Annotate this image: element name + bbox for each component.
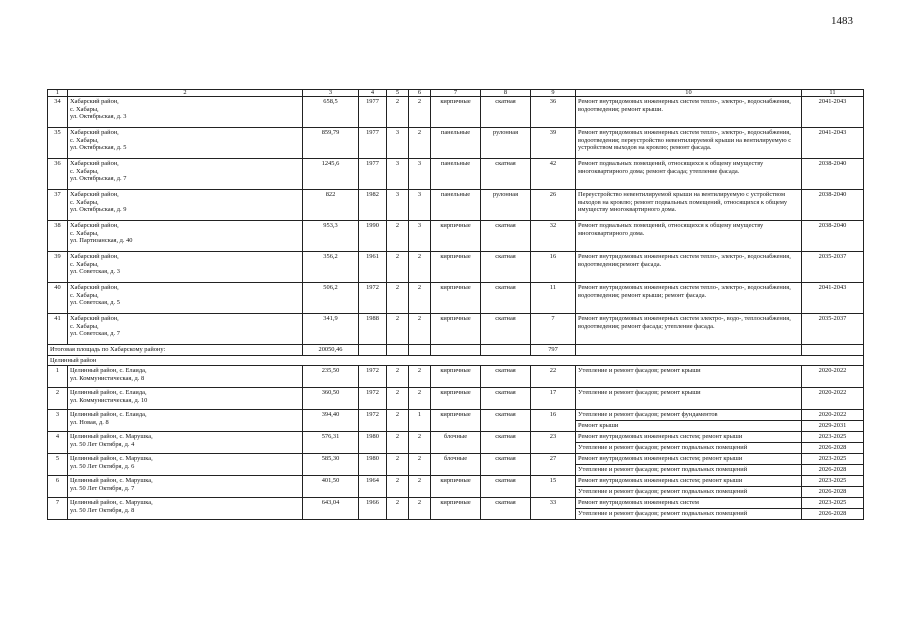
table-row bbox=[48, 159, 864, 190]
year-cell: 1982 bbox=[359, 190, 387, 221]
floors-cell: 2 bbox=[387, 476, 409, 498]
period-cell: 2041-2043 bbox=[802, 97, 864, 128]
work-item: Ремонт внутридомовых инженерных систем; ремонт крыши bbox=[578, 477, 743, 484]
column-number-4: 4 bbox=[359, 90, 387, 97]
address-cell: Хабарский район, с. Хабары, ул. Партизанская, д. 40 bbox=[68, 221, 303, 252]
residents-cell: 36 bbox=[531, 97, 576, 128]
empty-cell bbox=[359, 345, 387, 356]
wall-material-cell: кирпичные bbox=[431, 314, 481, 345]
roof-type-cell: скатная bbox=[481, 159, 531, 190]
entrances-cell: 2 bbox=[409, 283, 431, 314]
empty-cell bbox=[387, 345, 409, 356]
capital-repair-table bbox=[47, 89, 864, 520]
roof-type-cell: рулонная bbox=[481, 128, 531, 159]
works-cell: Ремонт подвальных помещений, относящихся к общему имуществу многоквартирного дома. bbox=[576, 221, 802, 252]
work-item: Утепление и ремонт фасадов; ремонт подвальных помещений bbox=[576, 508, 801, 519]
address-cell: Хабарский район, с. Хабары, ул. Октябрьская, д. 5 bbox=[68, 128, 303, 159]
entrances-cell: 2 bbox=[409, 454, 431, 476]
entrances-cell: 2 bbox=[409, 388, 431, 410]
row-number: 34 bbox=[48, 97, 68, 128]
area-cell: 859,79 bbox=[303, 128, 359, 159]
table-row bbox=[48, 454, 864, 476]
roof-type-cell: скатная bbox=[481, 432, 531, 454]
residents-cell: 11 bbox=[531, 283, 576, 314]
works-cell bbox=[576, 476, 802, 498]
period-item: 2023-2025 bbox=[818, 499, 847, 506]
period-cell: 2038-2040 bbox=[802, 190, 864, 221]
floors-cell: 2 bbox=[387, 221, 409, 252]
column-number-8: 8 bbox=[481, 90, 531, 97]
residents-cell: 39 bbox=[531, 128, 576, 159]
column-number-5: 5 bbox=[387, 90, 409, 97]
residents-cell: 42 bbox=[531, 159, 576, 190]
row-number: 6 bbox=[48, 476, 68, 498]
works-cell bbox=[576, 432, 802, 454]
column-number-10: 10 bbox=[576, 90, 802, 97]
period-cell: 2038-2040 bbox=[802, 221, 864, 252]
year-cell: 1972 bbox=[359, 283, 387, 314]
work-item: Утепление и ремонт фасадов; ремонт крыши bbox=[578, 367, 701, 374]
residents-cell: 26 bbox=[531, 190, 576, 221]
column-number-2: 2 bbox=[68, 90, 303, 97]
period-item: 2029-2031 bbox=[802, 420, 863, 431]
table-row bbox=[48, 314, 864, 345]
roof-type-cell: скатная bbox=[481, 476, 531, 498]
column-number-3: 3 bbox=[303, 90, 359, 97]
entrances-cell: 3 bbox=[409, 159, 431, 190]
year-cell: 1972 bbox=[359, 410, 387, 432]
empty-cell bbox=[481, 345, 531, 356]
address-cell: Целинный район, с. Елаида, ул. Новая, д. 8 bbox=[68, 410, 303, 432]
roof-type-cell: скатная bbox=[481, 221, 531, 252]
floors-cell: 2 bbox=[387, 454, 409, 476]
floors-cell: 2 bbox=[387, 388, 409, 410]
row-number: 2 bbox=[48, 388, 68, 410]
works-cell: Ремонт внутридомовых инженерных систем тепло-, электро-, водоснабжения, водоотведения;ремонт фасада. bbox=[576, 252, 802, 283]
wall-material-cell: кирпичные bbox=[431, 388, 481, 410]
entrances-cell: 2 bbox=[409, 432, 431, 454]
table-row bbox=[48, 432, 864, 454]
roof-type-cell: скатная bbox=[481, 454, 531, 476]
area-cell: 576,31 bbox=[303, 432, 359, 454]
works-cell bbox=[576, 366, 802, 388]
period-item: 2026-2028 bbox=[802, 464, 863, 475]
period-item: 2026-2028 bbox=[802, 508, 863, 519]
area-cell: 394,40 bbox=[303, 410, 359, 432]
work-item: Ремонт крыши bbox=[576, 420, 801, 431]
floors-cell: 2 bbox=[387, 283, 409, 314]
area-cell: 658,5 bbox=[303, 97, 359, 128]
period-cell: 2038-2040 bbox=[802, 159, 864, 190]
residents-cell: 32 bbox=[531, 221, 576, 252]
roof-type-cell: скатная bbox=[481, 314, 531, 345]
address-cell: Хабарский район, с. Хабары, ул. Советская, д. 7 bbox=[68, 314, 303, 345]
year-cell: 1980 bbox=[359, 432, 387, 454]
table-row bbox=[48, 97, 864, 128]
area-cell: 822 bbox=[303, 190, 359, 221]
work-item: Ремонт внутридомовых инженерных систем; ремонт крыши bbox=[578, 455, 743, 462]
address-cell: Хабарский район, с. Хабары, ул. Октябрьская, д. 9 bbox=[68, 190, 303, 221]
entrances-cell: 2 bbox=[409, 314, 431, 345]
table-row bbox=[48, 221, 864, 252]
works-cell: Ремонт подвальных помещений, относящихся к общему имуществу многоквартирного дома; ремонт фасада; утепление фасада. bbox=[576, 159, 802, 190]
year-cell: 1980 bbox=[359, 454, 387, 476]
year-cell: 1990 bbox=[359, 221, 387, 252]
floors-cell: 3 bbox=[387, 159, 409, 190]
wall-material-cell: блочные bbox=[431, 454, 481, 476]
entrances-cell: 3 bbox=[409, 190, 431, 221]
works-cell bbox=[576, 410, 802, 432]
residents-cell: 22 bbox=[531, 366, 576, 388]
total-label: Итоговая площадь по Хабарскому району: bbox=[48, 345, 303, 356]
works-cell: Ремонт внутридомовых инженерных систем тепло-, электро-, водоснабжения, водоотведения; ремонт крыши; ремонт фасада. bbox=[576, 283, 802, 314]
works-cell bbox=[576, 498, 802, 520]
table-row bbox=[48, 190, 864, 221]
period-cell: 2041-2043 bbox=[802, 283, 864, 314]
period-cell bbox=[802, 366, 864, 388]
entrances-cell: 1 bbox=[409, 410, 431, 432]
empty-cell bbox=[576, 345, 802, 356]
work-item: Утепление и ремонт фасадов; ремонт подвальных помещений bbox=[576, 486, 801, 497]
entrances-cell: 2 bbox=[409, 476, 431, 498]
work-item: Ремонт внутридомовых инженерных систем; ремонт крыши bbox=[578, 433, 743, 440]
period-cell bbox=[802, 498, 864, 520]
address-cell: Хабарский район, с. Хабары, ул. Октябрьская, д. 3 bbox=[68, 97, 303, 128]
year-cell: 1964 bbox=[359, 476, 387, 498]
wall-material-cell: блочные bbox=[431, 432, 481, 454]
table-row bbox=[48, 476, 864, 498]
area-cell: 506,2 bbox=[303, 283, 359, 314]
area-cell: 401,50 bbox=[303, 476, 359, 498]
works-cell: Переустройство невентилируемой крыши на вентилируемую с устройством выходов на кровлю; ремонт подвальных помещений, относящихся к общему имуществу многоквартирного дома. bbox=[576, 190, 802, 221]
column-number-6: 6 bbox=[409, 90, 431, 97]
residents-cell: 23 bbox=[531, 432, 576, 454]
floors-cell: 2 bbox=[387, 498, 409, 520]
address-cell: Хабарский район, с. Хабары, ул. Октябрьская, д. 7 bbox=[68, 159, 303, 190]
period-cell: 2035-2037 bbox=[802, 252, 864, 283]
column-number-11: 11 bbox=[802, 90, 864, 97]
residents-cell: 16 bbox=[531, 410, 576, 432]
area-cell: 1245,6 bbox=[303, 159, 359, 190]
empty-cell bbox=[409, 345, 431, 356]
row-number: 1 bbox=[48, 366, 68, 388]
area-cell: 356,2 bbox=[303, 252, 359, 283]
floors-cell: 2 bbox=[387, 432, 409, 454]
period-item: 2023-2025 bbox=[818, 455, 847, 462]
table-row bbox=[48, 283, 864, 314]
empty-cell bbox=[802, 345, 864, 356]
period-item: 2026-2028 bbox=[802, 486, 863, 497]
period-item: 2026-2028 bbox=[802, 442, 863, 453]
wall-material-cell: кирпичные bbox=[431, 410, 481, 432]
table-row bbox=[48, 388, 864, 410]
row-number: 7 bbox=[48, 498, 68, 520]
roof-type-cell: скатная bbox=[481, 498, 531, 520]
table-row bbox=[48, 498, 864, 520]
period-cell bbox=[802, 410, 864, 432]
wall-material-cell: кирпичные bbox=[431, 498, 481, 520]
wall-material-cell: кирпичные bbox=[431, 221, 481, 252]
roof-type-cell: скатная bbox=[481, 283, 531, 314]
work-item: Утепление и ремонт фасадов; ремонт подвальных помещений bbox=[576, 442, 801, 453]
period-cell bbox=[802, 454, 864, 476]
wall-material-cell: кирпичные bbox=[431, 252, 481, 283]
floors-cell: 2 bbox=[387, 97, 409, 128]
period-item: 2020-2022 bbox=[818, 367, 847, 374]
period-cell bbox=[802, 476, 864, 498]
roof-type-cell: рулонная bbox=[481, 190, 531, 221]
row-number: 40 bbox=[48, 283, 68, 314]
section-title: Целинный район bbox=[48, 355, 864, 366]
total-row bbox=[48, 345, 864, 356]
entrances-cell: 2 bbox=[409, 498, 431, 520]
entrances-cell: 2 bbox=[409, 128, 431, 159]
residents-cell: 27 bbox=[531, 454, 576, 476]
row-number: 37 bbox=[48, 190, 68, 221]
section-row bbox=[48, 355, 864, 366]
year-cell: 1972 bbox=[359, 366, 387, 388]
empty-cell bbox=[431, 345, 481, 356]
address-cell: Хабарский район, с. Хабары, ул. Советская, д. 5 bbox=[68, 283, 303, 314]
year-cell: 1972 bbox=[359, 388, 387, 410]
works-cell bbox=[576, 388, 802, 410]
period-cell bbox=[802, 432, 864, 454]
row-number: 39 bbox=[48, 252, 68, 283]
column-number-1: 1 bbox=[48, 90, 68, 97]
area-cell: 360,50 bbox=[303, 388, 359, 410]
wall-material-cell: панельные bbox=[431, 128, 481, 159]
year-cell: 1977 bbox=[359, 159, 387, 190]
period-item: 2020-2022 bbox=[818, 411, 847, 418]
table-row bbox=[48, 366, 864, 388]
residents-cell: 16 bbox=[531, 252, 576, 283]
entrances-cell: 2 bbox=[409, 252, 431, 283]
row-number: 5 bbox=[48, 454, 68, 476]
total-residents: 797 bbox=[531, 345, 576, 356]
year-cell: 1966 bbox=[359, 498, 387, 520]
row-number: 36 bbox=[48, 159, 68, 190]
period-item: 2023-2025 bbox=[818, 477, 847, 484]
entrances-cell: 2 bbox=[409, 97, 431, 128]
roof-type-cell: скатная bbox=[481, 388, 531, 410]
row-number: 41 bbox=[48, 314, 68, 345]
floors-cell: 2 bbox=[387, 252, 409, 283]
entrances-cell: 3 bbox=[409, 221, 431, 252]
row-number: 38 bbox=[48, 221, 68, 252]
address-cell: Целинный район, с. Марушка, ул. 50 Лет Октября, д. 8 bbox=[68, 498, 303, 520]
year-cell: 1977 bbox=[359, 128, 387, 159]
work-item: Утепление и ремонт фасадов; ремонт крыши bbox=[578, 389, 701, 396]
works-cell: Ремонт внутридомовых инженерных систем электро-, водо-, теплоснабжения, водоотведения; ремонт фасада; утепление фасада. bbox=[576, 314, 802, 345]
floors-cell: 2 bbox=[387, 366, 409, 388]
floors-cell: 2 bbox=[387, 410, 409, 432]
period-item: 2020-2022 bbox=[818, 389, 847, 396]
period-item: 2023-2025 bbox=[818, 433, 847, 440]
period-cell: 2041-2043 bbox=[802, 128, 864, 159]
works-cell: Ремонт внутридомовых инженерных систем тепло-, электро-, водоснабжения, водоотведения; ремонт крыши. bbox=[576, 97, 802, 128]
wall-material-cell: кирпичные bbox=[431, 97, 481, 128]
work-item: Утепление и ремонт фасадов; ремонт подвальных помещений bbox=[576, 464, 801, 475]
table-row bbox=[48, 128, 864, 159]
address-cell: Целинный район, с. Елаида, ул. Коммунистическая, д. 10 bbox=[68, 388, 303, 410]
floors-cell: 3 bbox=[387, 128, 409, 159]
row-number: 35 bbox=[48, 128, 68, 159]
area-cell: 585,30 bbox=[303, 454, 359, 476]
work-item: Утепление и ремонт фасадов; ремонт фундаментов bbox=[578, 411, 718, 418]
period-cell bbox=[802, 388, 864, 410]
area-cell: 643,04 bbox=[303, 498, 359, 520]
wall-material-cell: панельные bbox=[431, 159, 481, 190]
area-cell: 235,50 bbox=[303, 366, 359, 388]
year-cell: 1961 bbox=[359, 252, 387, 283]
address-cell: Хабарский район, с. Хабары, ул. Советская, д. 3 bbox=[68, 252, 303, 283]
residents-cell: 17 bbox=[531, 388, 576, 410]
table-body bbox=[48, 90, 864, 520]
floors-cell: 3 bbox=[387, 190, 409, 221]
residents-cell: 15 bbox=[531, 476, 576, 498]
address-cell: Целинный район, с. Марушка, ул. 50 Лет Октября, д. 4 bbox=[68, 432, 303, 454]
row-number: 3 bbox=[48, 410, 68, 432]
table-row bbox=[48, 252, 864, 283]
wall-material-cell: кирпичные bbox=[431, 476, 481, 498]
roof-type-cell: скатная bbox=[481, 366, 531, 388]
year-cell: 1988 bbox=[359, 314, 387, 345]
residents-cell: 33 bbox=[531, 498, 576, 520]
wall-material-cell: кирпичные bbox=[431, 283, 481, 314]
area-cell: 341,9 bbox=[303, 314, 359, 345]
table-row bbox=[48, 410, 864, 432]
roof-type-cell: скатная bbox=[481, 410, 531, 432]
column-number-9: 9 bbox=[531, 90, 576, 97]
address-cell: Целинный район, с. Марушка, ул. 50 Лет Октября, д. 6 bbox=[68, 454, 303, 476]
page-number: 1483 bbox=[831, 15, 853, 27]
address-cell: Целинный район, с. Марушка, ул. 50 Лет Октября, д. 7 bbox=[68, 476, 303, 498]
residents-cell: 7 bbox=[531, 314, 576, 345]
total-area: 20050,46 bbox=[303, 345, 359, 356]
column-number-7: 7 bbox=[431, 90, 481, 97]
area-cell: 953,3 bbox=[303, 221, 359, 252]
works-cell: Ремонт внутридомовых инженерных систем тепло-, электро-, водоснабжения, водоотведения; переустройство невентилируемой крыши на вентилируемую с устройством выходов на кровлю; ремонт фасада. bbox=[576, 128, 802, 159]
roof-type-cell: скатная bbox=[481, 252, 531, 283]
works-cell bbox=[576, 454, 802, 476]
work-item: Ремонт внутридомовых инженерных систем bbox=[578, 499, 699, 506]
wall-material-cell: кирпичные bbox=[431, 366, 481, 388]
floors-cell: 2 bbox=[387, 314, 409, 345]
row-number: 4 bbox=[48, 432, 68, 454]
wall-material-cell: панельные bbox=[431, 190, 481, 221]
roof-type-cell: скатная bbox=[481, 97, 531, 128]
address-cell: Целинный район, с. Елаида, ул. Коммунистическая, д. 8 bbox=[68, 366, 303, 388]
column-number-row bbox=[48, 90, 864, 97]
year-cell: 1977 bbox=[359, 97, 387, 128]
period-cell: 2035-2037 bbox=[802, 314, 864, 345]
entrances-cell: 2 bbox=[409, 366, 431, 388]
